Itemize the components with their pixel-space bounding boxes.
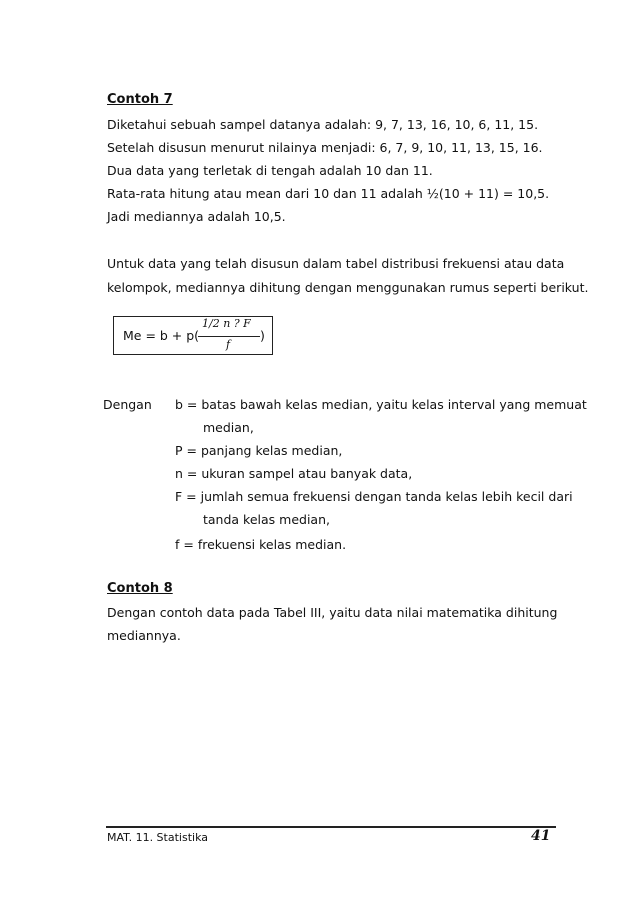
definition-f: f = frekuensi kelas median. [175, 537, 347, 552]
formula-numerator: 1/2 n ? F [202, 317, 251, 330]
fraction-bar [198, 336, 260, 337]
definition-p: P = panjang kelas median, [175, 443, 343, 458]
definition-F-line-1: F = jumlah semua frekuensi dengan tanda kelas lebih kecil dari [175, 489, 573, 504]
example7-line-5: Jadi mediannya adalah 10,5. [107, 209, 286, 224]
formula-close-paren: ) [260, 328, 265, 343]
example7-line-3: Dua data yang terletak di tengah adalah 10 dan 11. [107, 163, 433, 178]
formula-denominator: f [226, 338, 231, 351]
example7-line-4: Rata-rata hitung atau mean dari 10 dan 11 adalah ½(10 + 11) = 10,5. [107, 186, 550, 201]
definitions-label: Dengan [103, 397, 152, 412]
example8-line-1: Dengan contoh data pada Tabel III, yaitu data nilai matematika dihitung [107, 605, 558, 620]
example8-line-2: mediannya. [107, 628, 181, 643]
median-formula-box [113, 316, 273, 355]
example8-heading: Contoh 8 [107, 581, 173, 596]
footer-rule [106, 826, 556, 828]
formula-lhs: Me = b + p( [123, 328, 200, 343]
example7-heading: Contoh 7 [107, 92, 173, 107]
definition-n: n = ukuran sampel atau banyak data, [175, 466, 413, 481]
footer-module-title: MAT. 11. Statistika [107, 831, 208, 844]
definition-b-line-1: b = batas bawah kelas median, yaitu kelas interval yang memuat [175, 397, 587, 412]
intro-line-2: kelompok, mediannya dihitung dengan menggunakan rumus seperti berikut. [107, 280, 589, 295]
definition-b-line-2: median, [203, 420, 254, 435]
intro-line-1: Untuk data yang telah disusun dalam tabel distribusi frekuensi atau data [107, 256, 565, 271]
definition-F-line-2: tanda kelas median, [203, 512, 330, 527]
example7-line-2: Setelah disusun menurut nilainya menjadi: 6, 7, 9, 10, 11, 13, 15, 16. [107, 140, 543, 155]
page-number: 41 [531, 828, 551, 844]
example7-line-1: Diketahui sebuah sampel datanya adalah: 9, 7, 13, 16, 10, 6, 11, 15. [107, 117, 539, 132]
